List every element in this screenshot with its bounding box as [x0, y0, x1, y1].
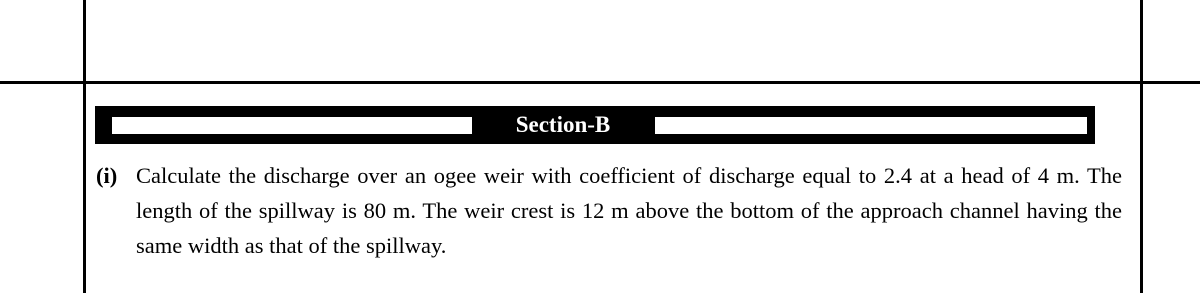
section-header-bar [95, 106, 1095, 144]
table-left-border [83, 0, 86, 293]
table-right-border [1140, 0, 1143, 293]
section-title: Section-B [515, 112, 611, 137]
question-item [96, 158, 1126, 263]
question-text: Calculate the discharge over an ogee weir with coefficient of discharge equal to 2.4 at a head of 4 m. The length of the spillway is 80 m. The weir crest is 12 m above the bottom of the approach channel having the same width as that of the spillway. [136, 163, 1122, 258]
section-bar-right-panel [655, 117, 1087, 134]
table-horizontal-rule [0, 81, 1200, 84]
section-bar-left-panel [112, 117, 472, 134]
question-number: (i) [96, 163, 118, 188]
